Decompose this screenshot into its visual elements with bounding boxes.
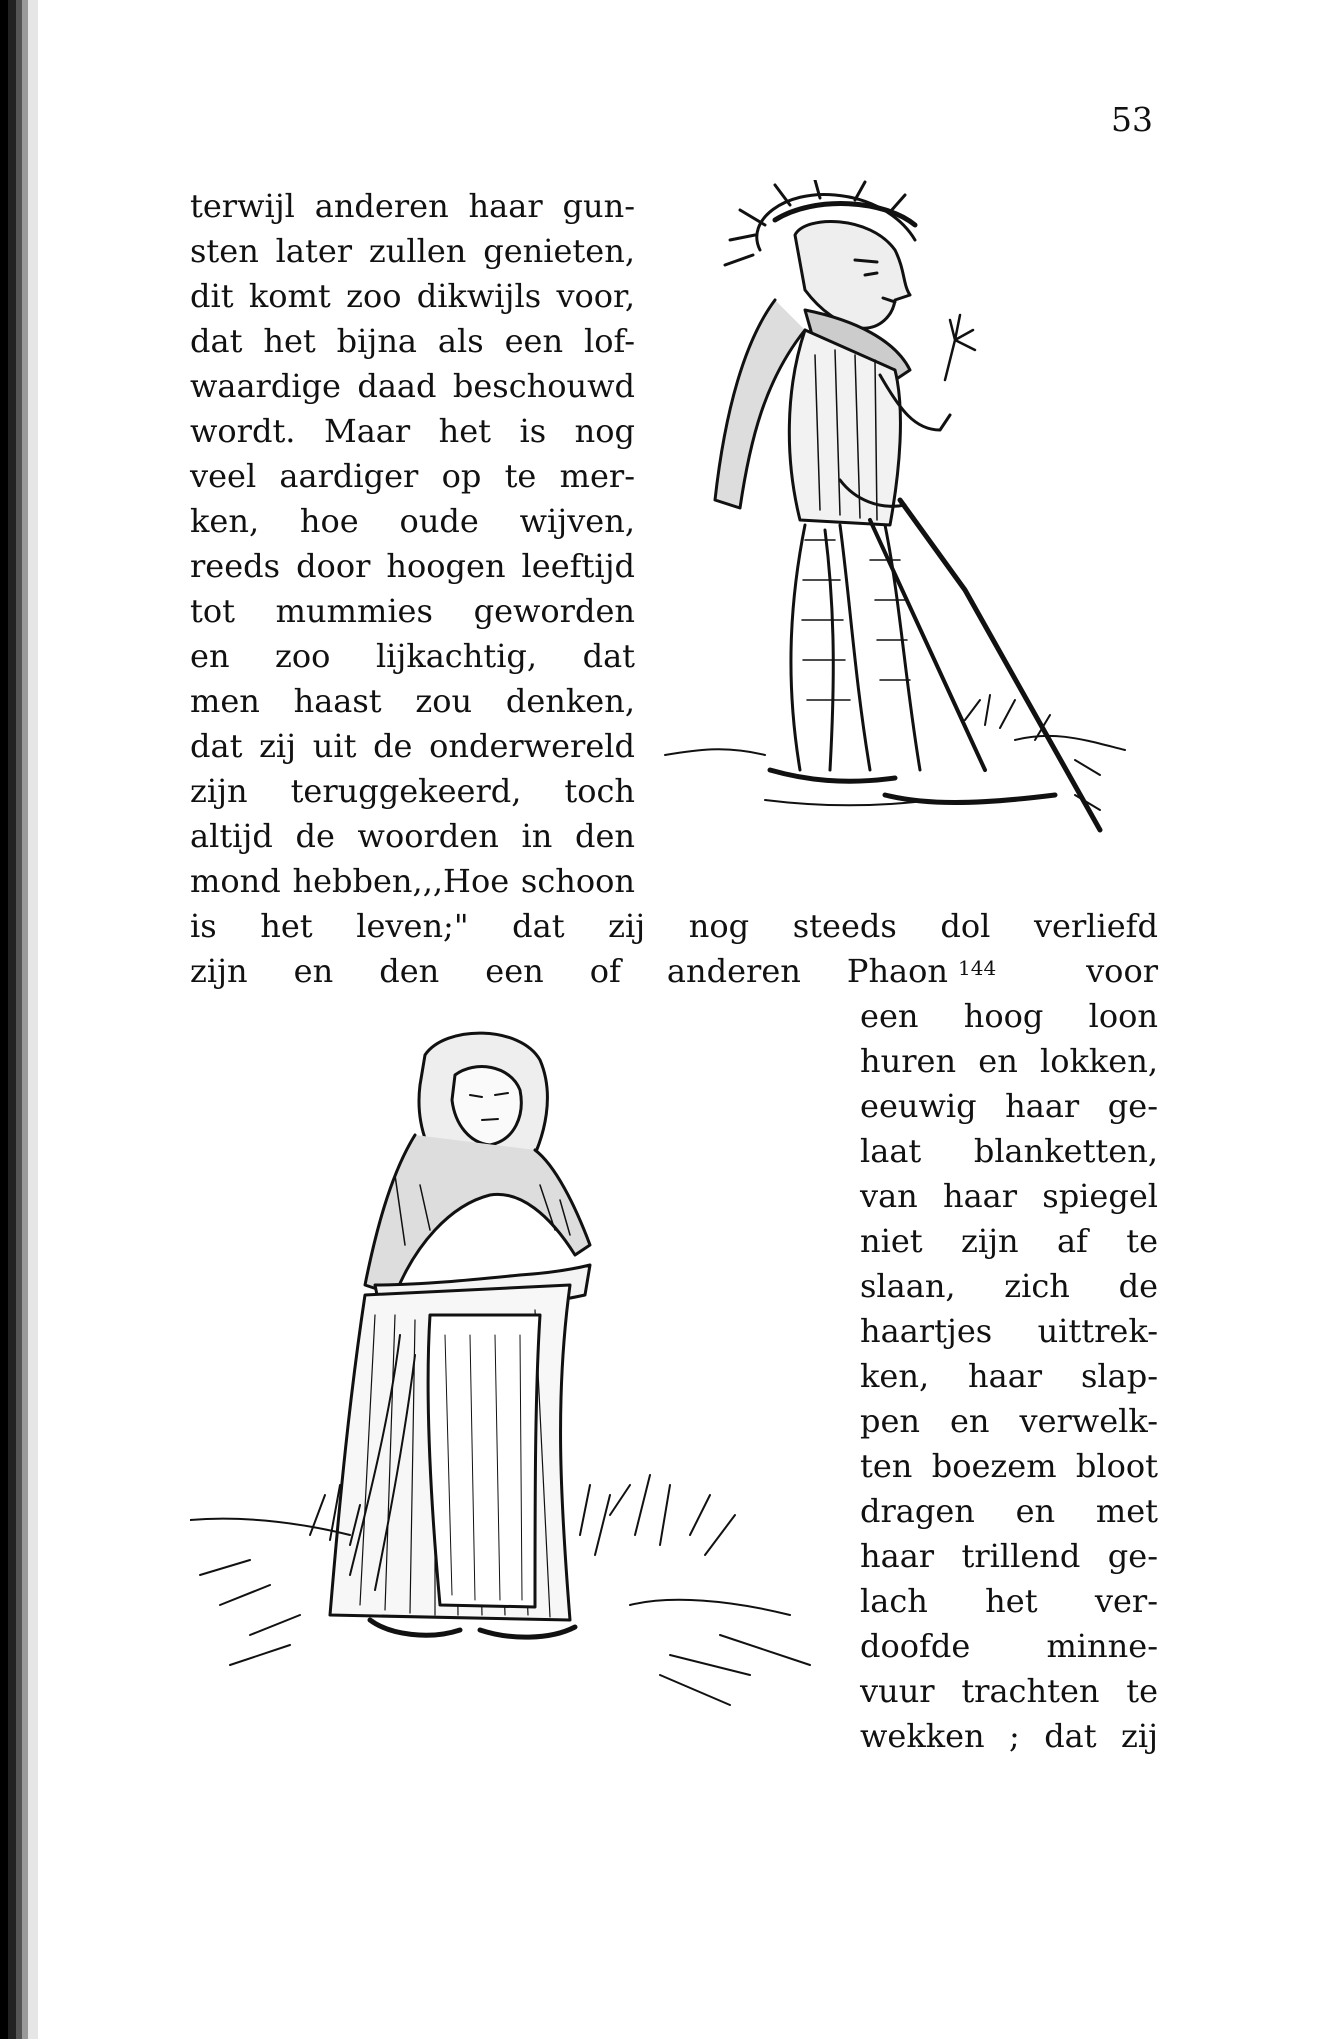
text-line-3: dit komt zoo dikwijls voor, (190, 277, 635, 315)
text-line-23: van haar spiegel (860, 1177, 1158, 1215)
text-line-6: wordt. Maar het is nog (190, 412, 635, 450)
text-line-16: mond hebben,,,Hoe schoon (190, 862, 635, 900)
text-line-14: zijn teruggekeerd, toch (190, 772, 635, 810)
text-line-22: laat blanketten, (860, 1132, 1158, 1170)
text-line-27: ken, haar slap- (860, 1357, 1158, 1395)
text-line-5: waardige daad beschouwd (190, 367, 635, 405)
text-line-35: wekken ; dat zij (860, 1717, 1158, 1755)
text-line-26: haartjes uittrek- (860, 1312, 1158, 1350)
old-woman-illustration (190, 1015, 840, 1730)
text-line-31: haar trillend ge- (860, 1537, 1158, 1575)
text-line-13: dat zij uit de onderwereld (190, 727, 635, 765)
text-line-1: terwijl anderen haar gun- (190, 187, 635, 225)
text-line-21: eeuwig haar ge- (860, 1087, 1158, 1125)
book-spine-edge (0, 0, 38, 2039)
text-line-9: reeds door hoogen leeftijd (190, 547, 635, 585)
text-line-18-end: voor (1086, 952, 1158, 990)
walking-old-man-illustration (655, 180, 1130, 845)
text-line-7: veel aardiger op te mer- (190, 457, 635, 495)
page-number: 53 (1111, 100, 1153, 139)
text-line-29: ten boezem bloot (860, 1447, 1158, 1485)
text-line-32: lach het ver- (860, 1582, 1158, 1620)
text-line-19: een hoog loon (860, 997, 1158, 1035)
text-line-15: altijd de woorden in den (190, 817, 635, 855)
text-line-28: pen en verwelk- (860, 1402, 1158, 1440)
text-line-25: slaan, zich de (860, 1267, 1158, 1305)
text-line-20: huren en lokken, (860, 1042, 1158, 1080)
text-line-24: niet zijn af te (860, 1222, 1158, 1260)
text-line-2: sten later zullen genieten, (190, 232, 635, 270)
text-line-11: en zoo lijkachtig, dat (190, 637, 635, 675)
text-line-12: men haast zou denken, (190, 682, 635, 720)
text-line-34: vuur trachten te (860, 1672, 1158, 1710)
text-line-17: is het leven;" dat zij nog steeds dol verliefd (190, 907, 1158, 945)
text-line-4: dat het bijna als een lof- (190, 322, 635, 360)
text-line-30: dragen en met (860, 1492, 1158, 1530)
text-line-33: doofde minne- (860, 1627, 1158, 1665)
text-line-18: zijn en den een of anderen Phaon (190, 952, 948, 990)
text-line-10: tot mummies geworden (190, 592, 635, 630)
text-line-8: ken, hoe oude wijven, (190, 502, 635, 540)
